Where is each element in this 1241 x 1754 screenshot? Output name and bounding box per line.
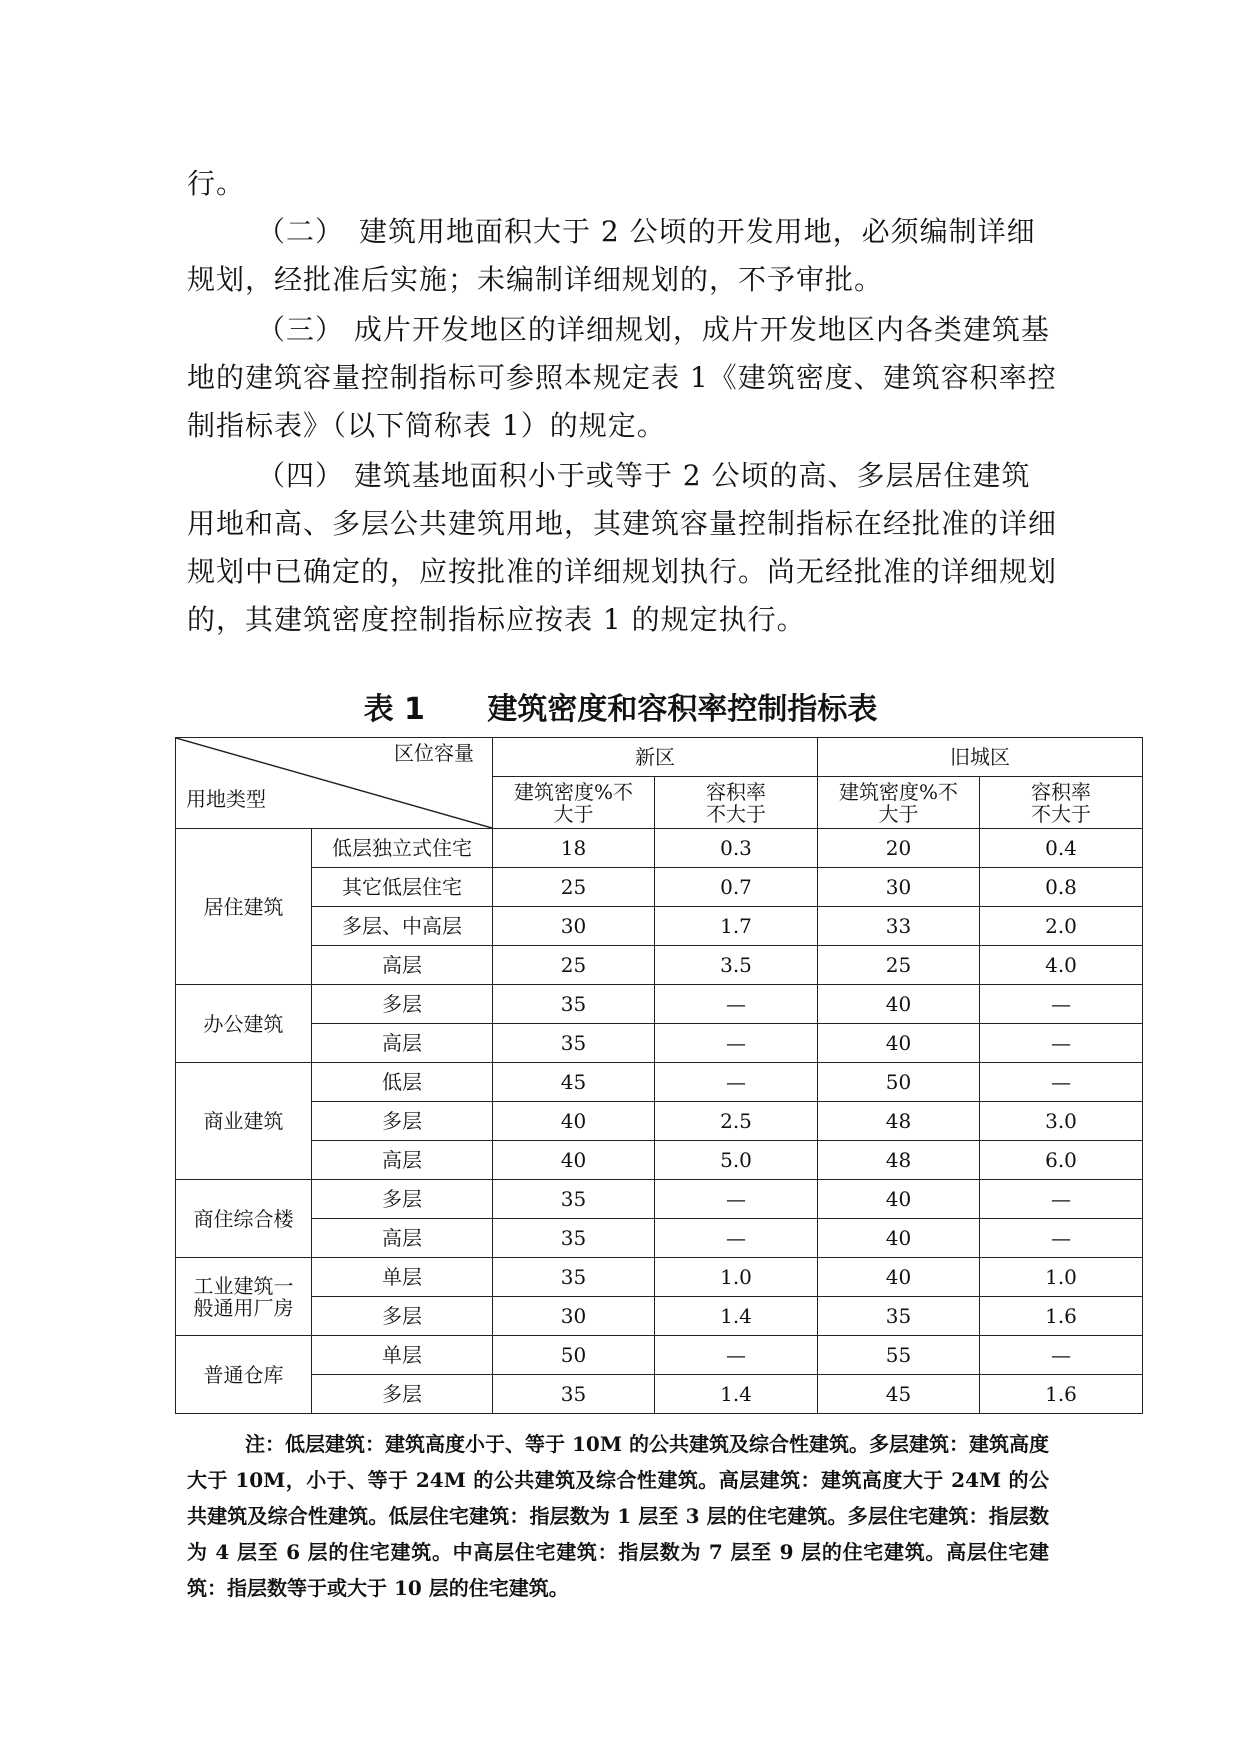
old-zone-density: 40	[818, 985, 980, 1024]
new-zone-far: 1.4	[655, 1375, 818, 1414]
corner-label-landuse: 用地类型	[186, 787, 266, 811]
density-far-table	[175, 737, 1143, 1414]
building-subtype: 高层	[312, 1219, 493, 1258]
new-zone-density: 40	[493, 1102, 655, 1141]
new-zone-far: 2.5	[655, 1102, 818, 1141]
old-zone-density: 30	[818, 868, 980, 907]
old-zone-density: 20	[818, 829, 980, 868]
header-new-density: 建筑密度%不 大于	[493, 777, 655, 829]
new-zone-density: 35	[493, 1180, 655, 1219]
new-zone-density: 35	[493, 985, 655, 1024]
header-old-zone: 旧城区	[818, 738, 1143, 777]
old-zone-density: 48	[818, 1141, 980, 1180]
new-zone-far: —	[655, 1180, 818, 1219]
table-title	[0, 684, 1241, 728]
new-zone-density: 45	[493, 1063, 655, 1102]
new-zone-density: 50	[493, 1336, 655, 1375]
new-zone-density: 25	[493, 946, 655, 985]
old-zone-far: 1.6	[980, 1375, 1143, 1414]
old-zone-far: 2.0	[980, 907, 1143, 946]
new-zone-density: 18	[493, 829, 655, 868]
old-zone-density: 48	[818, 1102, 980, 1141]
table-number: 表 1	[363, 692, 425, 727]
new-zone-density: 35	[493, 1024, 655, 1063]
table-row	[176, 868, 1143, 907]
table-row	[176, 985, 1143, 1024]
building-subtype: 多层、中高层	[312, 907, 493, 946]
old-zone-density: 40	[818, 1024, 980, 1063]
building-subtype: 多层	[312, 985, 493, 1024]
new-zone-far: —	[655, 1336, 818, 1375]
header-corner-cell	[176, 738, 493, 829]
old-zone-far: 3.0	[980, 1102, 1143, 1141]
old-zone-far: —	[980, 1219, 1143, 1258]
old-zone-far: 1.0	[980, 1258, 1143, 1297]
old-zone-density: 25	[818, 946, 980, 985]
table-row	[176, 1297, 1143, 1336]
paragraph-continuation: 行。	[187, 167, 246, 200]
building-subtype: 高层	[312, 1024, 493, 1063]
table-note: 注：低层建筑：建筑高度小于、等于 10M 的公共建筑及综合性建筑。多层建筑：建筑高度大于 10M，小于、等于 24M 的公共建筑及综合性建筑。高层建筑：建筑高度大于 24M 的公共建筑及综合性建筑。低层住宅建筑：指层数为 1 层至 3 层的住宅建筑。多层住宅建筑：指层数为 4 层至 6 层的住宅建筑。中高层住宅建筑：指层数为 7 层至 9 层的住宅建筑。高层住宅建筑：指层数等于或大于 10 层的住宅建筑。	[187, 1432, 1049, 1600]
old-zone-far: 6.0	[980, 1141, 1143, 1180]
table-row	[176, 1024, 1143, 1063]
paragraph-item-3: （三） 成片开发地区的详细规划，成片开发地区内各类建筑基地的建筑容量控制指标可参照本规定表 1《建筑密度、建筑容积率控制指标表》（以下简称表 1）的规定。	[187, 313, 1057, 442]
old-zone-density: 40	[818, 1219, 980, 1258]
old-zone-far: 4.0	[980, 946, 1143, 985]
new-zone-density: 40	[493, 1141, 655, 1180]
old-zone-density: 40	[818, 1258, 980, 1297]
paragraph-item-2: （二） 建筑用地面积大于 2 公顷的开发用地，必须编制详细规划，经批准后实施；未编制详细规划的，不予审批。	[187, 215, 1036, 296]
new-zone-far: 5.0	[655, 1141, 818, 1180]
table-row	[176, 1063, 1143, 1102]
building-subtype: 高层	[312, 946, 493, 985]
new-zone-density: 30	[493, 907, 655, 946]
table-row	[176, 1219, 1143, 1258]
old-zone-density: 55	[818, 1336, 980, 1375]
old-zone-density: 33	[818, 907, 980, 946]
new-zone-far: 3.5	[655, 946, 818, 985]
table-row	[176, 1258, 1143, 1297]
land-use-group: 普通仓库	[176, 1336, 312, 1414]
old-zone-far: 1.6	[980, 1297, 1143, 1336]
table-row	[176, 1180, 1143, 1219]
old-zone-density: 35	[818, 1297, 980, 1336]
table-row	[176, 1375, 1143, 1414]
table-row	[176, 1102, 1143, 1141]
new-zone-far: —	[655, 1219, 818, 1258]
new-zone-density: 30	[493, 1297, 655, 1336]
new-zone-density: 25	[493, 868, 655, 907]
old-zone-far: 0.8	[980, 868, 1143, 907]
table-row	[176, 946, 1143, 985]
header-old-far: 容积率 不大于	[980, 777, 1143, 829]
new-zone-far: —	[655, 1024, 818, 1063]
building-subtype: 多层	[312, 1180, 493, 1219]
land-use-group: 商住综合楼	[176, 1180, 312, 1258]
header-new-zone: 新区	[493, 738, 818, 777]
old-zone-density: 40	[818, 1180, 980, 1219]
building-subtype: 高层	[312, 1141, 493, 1180]
new-zone-density: 35	[493, 1258, 655, 1297]
building-subtype: 多层	[312, 1102, 493, 1141]
old-zone-far: —	[980, 1180, 1143, 1219]
old-zone-far: —	[980, 1063, 1143, 1102]
building-subtype: 低层独立式住宅	[312, 829, 493, 868]
old-zone-far: —	[980, 1024, 1143, 1063]
header-new-far: 容积率 不大于	[655, 777, 818, 829]
land-use-group: 商业建筑	[176, 1063, 312, 1180]
header-old-density: 建筑密度%不 大于	[818, 777, 980, 829]
table-header-row-1	[176, 738, 1143, 777]
old-zone-far: —	[980, 1336, 1143, 1375]
new-zone-far: —	[655, 1063, 818, 1102]
table-row	[176, 1141, 1143, 1180]
table-name: 建筑密度和容积率控制指标表	[487, 692, 878, 727]
old-zone-density: 50	[818, 1063, 980, 1102]
table-row	[176, 907, 1143, 946]
old-zone-density: 45	[818, 1375, 980, 1414]
new-zone-far: 1.4	[655, 1297, 818, 1336]
corner-label-zone: 区位容量	[394, 741, 474, 765]
new-zone-far: 1.7	[655, 907, 818, 946]
paragraph-item-4: （四） 建筑基地面积小于或等于 2 公顷的高、多层居住建筑用地和高、多层公共建筑用地，其建筑容量控制指标在经批准的详细规划中已确定的，应按批准的详细规划执行。尚无经批准的详细规划的，其建筑密度控制指标应按表 1 的规定执行。	[187, 459, 1058, 636]
land-use-group: 居住建筑	[176, 829, 312, 985]
new-zone-density: 35	[493, 1219, 655, 1258]
building-subtype: 低层	[312, 1063, 493, 1102]
old-zone-far: —	[980, 985, 1143, 1024]
new-zone-density: 35	[493, 1375, 655, 1414]
building-subtype: 多层	[312, 1297, 493, 1336]
building-subtype: 多层	[312, 1375, 493, 1414]
land-use-group: 办公建筑	[176, 985, 312, 1063]
old-zone-far: 0.4	[980, 829, 1143, 868]
new-zone-far: —	[655, 985, 818, 1024]
table-row	[176, 829, 1143, 868]
land-use-group: 工业建筑一 般通用厂房	[176, 1258, 312, 1336]
new-zone-far: 0.3	[655, 829, 818, 868]
building-subtype: 其它低层住宅	[312, 868, 493, 907]
building-subtype: 单层	[312, 1258, 493, 1297]
new-zone-far: 0.7	[655, 868, 818, 907]
new-zone-far: 1.0	[655, 1258, 818, 1297]
table-row	[176, 1336, 1143, 1375]
building-subtype: 单层	[312, 1336, 493, 1375]
